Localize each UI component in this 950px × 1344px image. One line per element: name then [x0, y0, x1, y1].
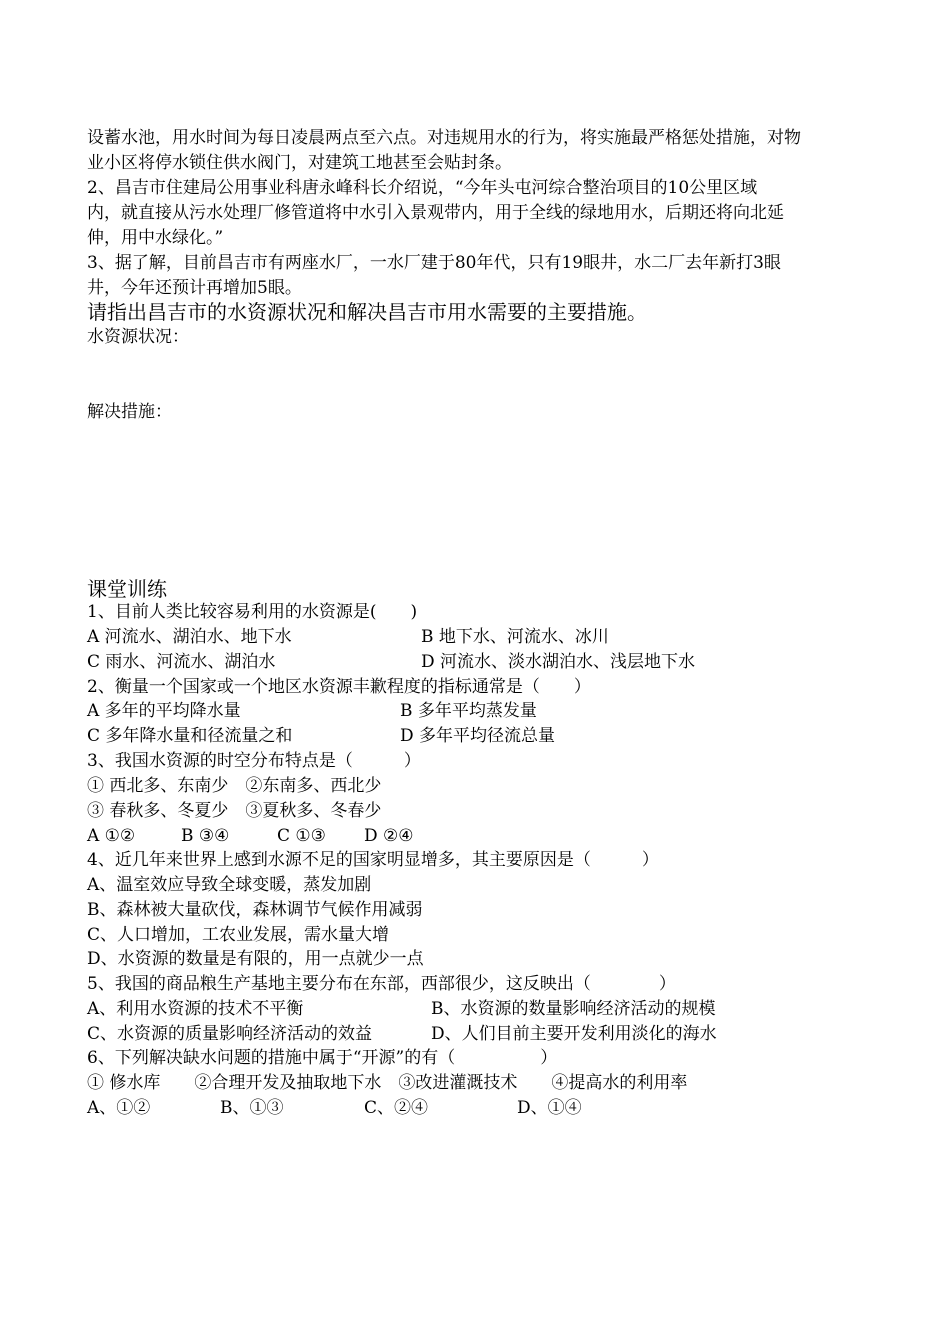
q4-option-a: A、温室效应导致全球变暖，蒸发加剧	[87, 875, 372, 895]
question-4-stem: 4、近几年来世界上感到水源不足的国家明显增多，其主要原因是（ ）	[87, 850, 659, 870]
question-1-stem: 1、目前人类比较容易利用的水资源是( )	[87, 602, 418, 622]
q3-option-d: D ②④	[364, 826, 414, 846]
question-6-stem: 6、下列解决缺水问题的措施中属于“开源”的有（ ）	[87, 1048, 558, 1068]
q3-statement-line: ① 西北多、东南少 ②东南多、西北少	[87, 776, 382, 796]
q1-option-b: B 地下水、河流水、冰川	[421, 627, 609, 647]
passage-line: 内，就直接从污水处理厂修管道将中水引入景观带内，用于全线的绿地用水，后期还将向北延	[87, 203, 784, 223]
passage-line: 3、据了解，目前昌吉市有两座水厂，一水厂建于80年代，只有19眼井，水二厂去年新打3眼	[87, 253, 781, 273]
section-heading: 课堂训练	[87, 577, 167, 601]
water-status-label: 水资源状况：	[87, 327, 189, 347]
q3-option-b: B ③④	[181, 826, 230, 846]
question-3-stem: 3、我国水资源的时空分布特点是（ ）	[87, 751, 421, 771]
q3-statement-line: ③ 春秋多、冬夏少 ③夏秋多、冬春少	[87, 801, 382, 821]
q5-option-d: D、人们目前主要开发利用淡化的海水	[431, 1024, 717, 1044]
q2-option-b: B 多年平均蒸发量	[400, 701, 537, 721]
q2-option-c: C 多年降水量和径流量之和	[87, 726, 293, 746]
q1-option-a: A 河流水、湖泊水、地下水	[87, 627, 292, 647]
q5-option-a: A、利用水资源的技术不平衡	[87, 999, 304, 1019]
q3-option-a: A ①②	[87, 826, 136, 846]
passage-line: 设蓄水池，用水时间为每日凌晨两点至六点。对违规用水的行为，将实施最严格惩处措施，对物	[87, 128, 801, 148]
q6-option-b: B、①③	[220, 1098, 284, 1118]
passage-line: 井，今年还预计再增加5眼。	[87, 278, 302, 298]
q2-option-a: A 多年的平均降水量	[87, 701, 241, 721]
passage-line: 业小区将停水锁住供水阀门，对建筑工地甚至会贴封条。	[87, 153, 512, 173]
q3-option-c: C ①③	[277, 826, 326, 846]
q5-option-c: C、水资源的质量影响经济活动的效益	[87, 1024, 373, 1044]
q6-option-d: D、①④	[517, 1098, 582, 1118]
passage-line: 伸，用中水绿化。”	[87, 228, 224, 248]
q6-option-a: A、①②	[87, 1098, 151, 1118]
q5-option-b: B、水资源的数量影响经济活动的规模	[431, 999, 716, 1019]
passage-line: 2、昌吉市住建局公用事业科唐永峰科长介绍说，“今年头屯河综合整治项目的10公里区域	[87, 178, 758, 198]
q4-option-b: B、森林被大量砍伐，森林调节气候作用减弱	[87, 900, 423, 920]
q1-option-d: D 河流水、淡水湖泊水、浅层地下水	[421, 652, 696, 672]
q6-statement-line: ① 修水库 ②合理开发及抽取地下水 ③改进灌溉技术 ④提高水的利用率	[87, 1073, 688, 1093]
solution-label: 解决措施：	[87, 402, 172, 422]
q1-option-c: C 雨水、河流水、湖泊水	[87, 652, 276, 672]
q4-option-d: D、水资源的数量是有限的，用一点就少一点	[87, 949, 424, 969]
q6-option-c: C、②④	[364, 1098, 429, 1118]
question-2-stem: 2、衡量一个国家或一个地区水资源丰歉程度的指标通常是（ ）	[87, 677, 591, 697]
question-prompt: 请指出昌吉市的水资源状况和解决昌吉市用水需要的主要措施。	[87, 300, 647, 324]
question-5-stem: 5、我国的商品粮生产基地主要分布在东部，西部很少，这反映出（ ）	[87, 974, 676, 994]
q2-option-d: D 多年平均径流总量	[400, 726, 556, 746]
q4-option-c: C、人口增加，工农业发展，需水量大增	[87, 925, 390, 945]
